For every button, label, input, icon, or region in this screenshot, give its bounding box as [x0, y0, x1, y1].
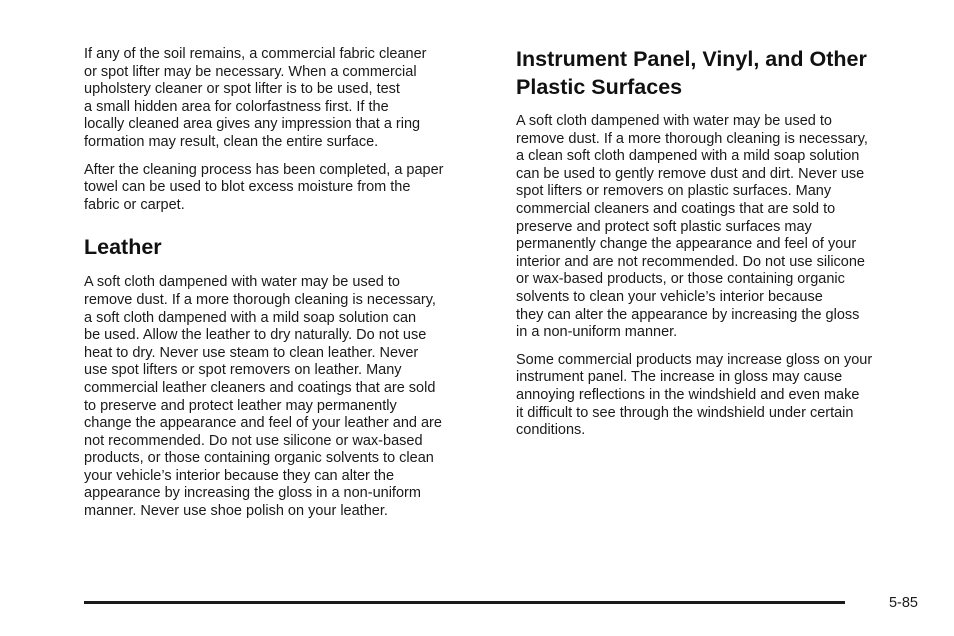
left-column: [84, 46, 496, 531]
page-number: 5-85: [888, 595, 918, 611]
footer-rule: [84, 601, 845, 604]
gloss-warning-paragraph: Some commercial products may increase gloss on your instrument panel. The increase in gloss may cause annoying reflections in the windshield and even make it difficult to see through the windshield under certain conditions.: [516, 351, 873, 439]
instrument-panel-heading: Instrument Panel, Vinyl, and Other Plastic Surfaces: [516, 47, 867, 99]
right-column: [516, 46, 924, 450]
fabric-cleaner-paragraph: If any of the soil remains, a commercial fabric cleaner or spot lifter may be necessary. When a commercial upholstery cleaner or spot lifter is to be used, test a small hidden area for colorfastness first. If the locally cleaned area gives any impression that a ring formation may result, clean the entire surface.: [84, 46, 427, 150]
instrument-panel-paragraph: A soft cloth dampened with water may be used to remove dust. If a more thorough cleaning is necessary, a clean soft cloth dampened with a mild soap solution can be used to gently remove dust and dirt. Never use spot lifters or removers on plastic surfaces. Many commercial cleaners and coatings that are sold to preserve and protect soft plastic surfaces may permanently change the appearance and feel of your interior and are not recommended. Do not use silicone or wax-based products, or those containing organic solvents to clean your vehicle’s interior because they can alter the appearance by increasing the gloss in a non-uniform manner.: [516, 113, 868, 341]
leather-paragraph: A soft cloth dampened with water may be used to remove dust. If a more thorough cleaning is necessary, a soft cloth dampened with a mild soap solution can be used. Allow the leather to dry naturally. Do not use heat to dry. Never use steam to clean leather. Never use spot lifters or spot removers on leather. Many commercial leather cleaners and coatings that are sold to preserve and protect leather may permanently change the appearance and feel of your leather and are not recommended. Do not use silicone or wax-based products, or those containing organic solvents to clean your vehicle’s interior because they can alter the appearance by increasing the gloss in a non-uniform manner. Never use shoe polish on your leather.: [84, 274, 442, 520]
blot-moisture-paragraph: After the cleaning process has been completed, a paper towel can be used to blot excess moisture from the fabric or carpet.: [84, 161, 444, 213]
leather-heading: Leather: [84, 235, 162, 260]
